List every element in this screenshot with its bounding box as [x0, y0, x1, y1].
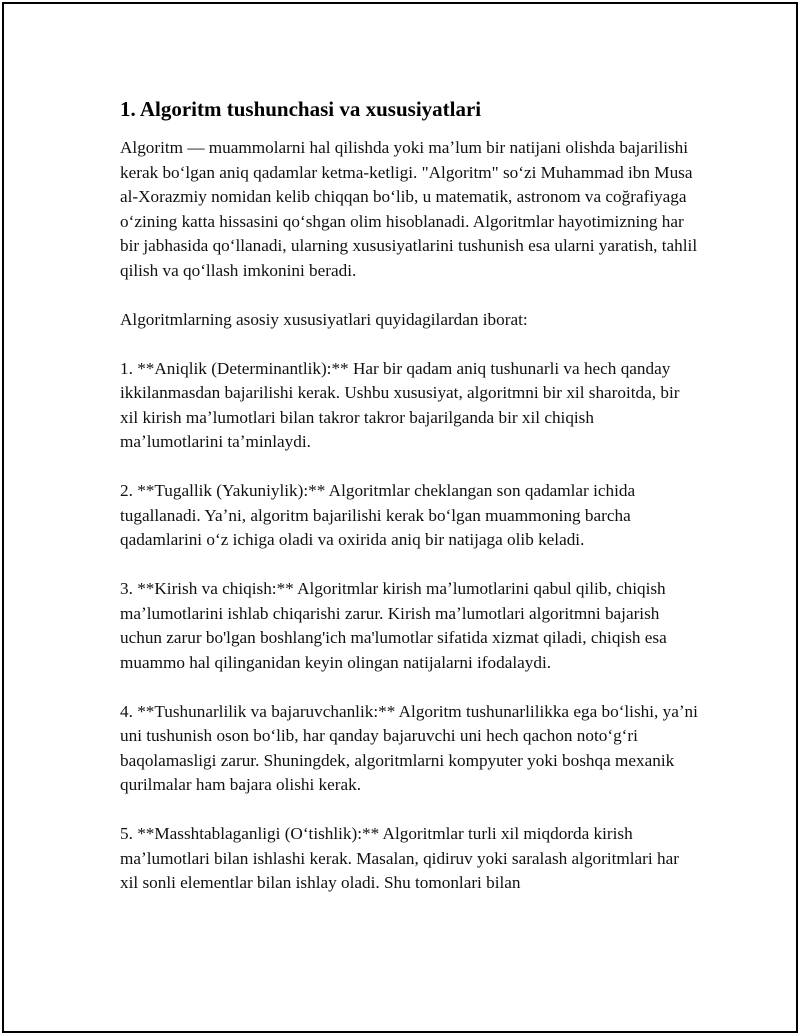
document-page [2, 2, 798, 1033]
section-heading: 1. Algoritm tushunchasi va xususiyatlari [120, 97, 482, 121]
property-5-paragraph: 5. **Masshtablaganligi (Oʻtishlik):** Algoritmlar turli xil miqdorda kirish maʼlumotlari bilan ishlashi kerak. Masalan, qidiruv yoki saralash algoritmlari har xil sonli elementlar bilan ishlay oladi. Shu tomonlari bilan [120, 824, 679, 892]
property-1-paragraph: 1. **Aniqlik (Determinantlik):** Har bir qadam aniq tushunarli va hech qanday ikkilanmasdan bajarilishi kerak. Ushbu xususiyat, algoritmni bir xil sharoitda, bir xil kirish maʼlumotlari bilan takror takror bajarilganda bir xil chiqish maʼlumotlarini taʼminlaydi. [120, 358, 680, 451]
property-3-paragraph: 3. **Kirish va chiqish:** Algoritmlar kirish maʼlumotlarini qabul qilib, chiqish maʼlumotlarini ishlab chiqarishi zarur. Kirish maʼlumotlari algoritmni bajarish uchun zarur bo'lgan boshlang'ich ma'lumotlar sifatida xizmat qiladi, chiqish esa muammo hal qilinganidan keyin olingan natijalarni ifodalaydi. [120, 579, 667, 672]
property-4-paragraph: 4. **Tushunarlilik va bajaruvchanlik:** Algoritm tushunarlilikka ega boʻlishi, yaʼni uni tushunish oson boʻlib, har qanday bajaruvchi uni hech qachon notoʻgʻri baqolamasligi zarur. Shuningdek, algoritmlarni kompyuter yoki boshqa mexanik qurilmalar ham bajara olishi kerak. [120, 701, 698, 794]
intro-paragraph: Algoritm — muammolarni hal qilishda yoki maʼlum bir natijani olishda bajarilishi kerak boʻlgan aniq qadamlar ketma-ketligi. "Algoritm" soʻzi Muhammad ibn Musa al-Xorazmiy nomidan kelib chiqqan boʻlib, u matematik, astronom va coğrafiyaga oʻzining katta hissasini qoʻshgan olim hisoblanadi. Algoritmlar hayotimizning har bir jabhasida qoʻllanadi, ularning xususiyatlarini tushunish esa ularni yaratish, tahlil qilish va qoʻllash imkonini beradi. [120, 138, 698, 280]
property-2-paragraph: 2. **Tugallik (Yakuniylik):** Algoritmlar cheklangan son qadamlar ichida tugallanadi. Yaʼni, algoritm bajarilishi kerak boʻlgan muammoning barcha qadamlarini oʻz ichiga oladi va oxirida aniq bir natijaga olib keladi. [120, 481, 636, 549]
properties-intro-paragraph: Algoritmlarning asosiy xususiyatlari quyidagilardan iborat: [120, 309, 528, 329]
document-body [120, 94, 700, 920]
